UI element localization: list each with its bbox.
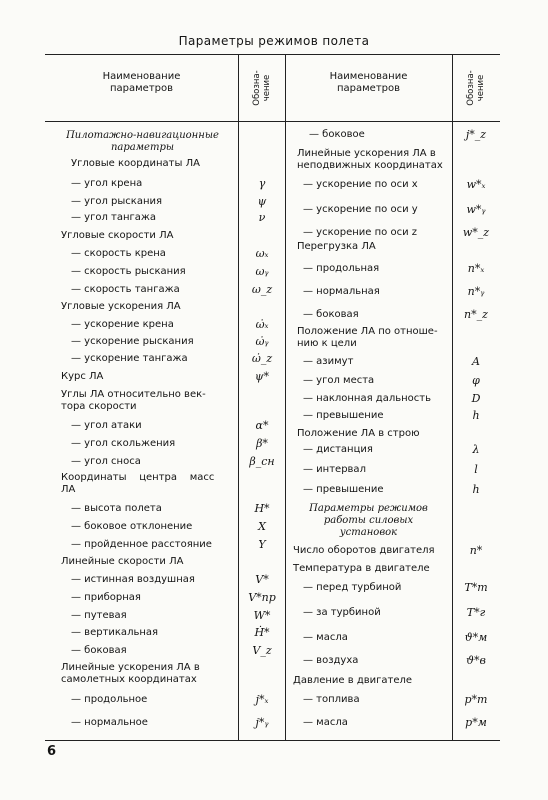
left-param-symbol: β* [256,437,268,450]
right-param-label: Температура в двигателе [293,563,430,574]
left-param-label: Пилотажно-навигационные параметры [66,130,219,153]
right-param-symbol: l [474,463,478,476]
left-row [71,537,234,553]
right-param-symbol: w*_z [462,226,490,239]
left-param-label: — ускорение рыскания [71,336,194,347]
left-param-label: — пройденное расстояние [71,539,212,550]
left-param-symbol: j*ᵧ [255,716,269,729]
right-row [293,561,448,577]
left-param-symbol: β_сн [249,455,275,468]
left-row [71,264,234,280]
right-row [303,202,448,218]
right-row [303,261,448,277]
left-row [71,436,234,452]
left-row [71,572,234,588]
right-param-symbol: n*ᵧ [467,285,485,298]
left-param-label: Углы ЛА относительно век- тора скорости [61,389,206,412]
right-row [309,127,448,143]
left-param-symbol: Y [258,538,266,551]
parameters-table [45,54,500,741]
right-param-label: — дистанция [303,444,373,455]
left-row [71,590,234,606]
left-row [71,715,234,731]
right-param-symbol: p*м [465,716,487,729]
right-param-label: — продольная [303,263,380,274]
left-param-label: — высота полета [71,503,162,514]
right-row [303,284,448,300]
right-param-symbol: n*ₓ [467,262,485,275]
left-row [71,246,234,262]
left-row [71,692,234,708]
right-row [303,653,448,669]
left-param-label: Угловые скорости ЛА [61,230,174,241]
right-row [297,426,448,442]
left-param-symbol: γ [258,177,266,190]
left-row [61,388,234,414]
left-row [71,608,234,624]
left-param-symbol: H* [254,502,270,515]
left-param-symbol: ψ [257,195,267,208]
right-param-symbol: h [472,409,480,422]
right-param-label: — масла [303,717,348,728]
left-param-symbol: j*ₓ [255,693,269,706]
left-param-label: — угол тангажа [71,212,157,223]
right-param-symbol: w*ᵧ [466,203,486,216]
right-param-label: — боковая [303,309,359,320]
right-param-label: Число оборотов двигателя [293,545,435,556]
left-row [61,299,234,315]
right-param-label: — азимут [303,356,354,367]
right-row [303,630,448,646]
left-param-label: Линейные скорости ЛА [61,556,184,567]
left-param-symbol: W* [253,609,271,622]
left-param-symbol: X [258,520,266,533]
right-param-label: Параметры режимов работы силовых установок [309,503,428,538]
right-row [293,673,448,689]
right-row [303,442,448,458]
left-param-label: — скорость крена [71,248,166,259]
header-symbol-right [465,57,487,119]
page-number: 6 [47,744,57,759]
right-param-symbol: n* [469,544,483,557]
right-param-symbol: n*_z [464,308,488,321]
left-param-label: — угол крена [71,178,143,189]
header-symbol-left-text: Обозна- чение [252,70,272,106]
header-divider [45,121,500,122]
left-param-symbol: V_z [252,644,272,657]
right-row [289,503,448,539]
left-param-symbol: ω̇ₓ [255,318,269,331]
right-param-label: — наклонная дальность [303,393,431,404]
right-param-label: Положение ЛА в строю [297,428,420,439]
left-row [61,554,234,570]
right-row [303,354,448,370]
left-row [61,228,234,244]
right-param-symbol: D [471,392,481,405]
right-param-label: — интервал [303,464,366,475]
page-title: Параметры режимов полета [178,34,370,48]
right-param-symbol: φ [472,374,480,387]
right-param-symbol: h [472,483,480,496]
left-param-label: — ускорение тангажа [71,353,188,364]
left-param-symbol: α* [255,419,269,432]
header-name-left: Наименование параметров [102,71,181,94]
right-param-label: — перед турбиной [303,582,402,593]
right-param-symbol: T*г [466,606,486,619]
left-row [71,351,234,367]
left-row [71,317,234,333]
left-row [71,643,234,659]
left-row [71,176,234,192]
left-row [61,661,234,687]
header-name-right: Наименование параметров [329,71,408,94]
right-param-label: — боковое [309,129,365,140]
right-row [303,307,448,323]
right-param-label: Линейные ускорения ЛА в неподвижных координатах [297,148,443,171]
left-param-label: Угловые ускорения ЛА [61,301,181,312]
left-param-symbol: V* [255,573,269,586]
right-row [303,482,448,498]
right-param-label: — воздуха [303,655,359,666]
left-row [71,156,234,172]
right-param-label: — ускорение по оси y [303,204,418,215]
left-param-symbol: ν [258,211,266,224]
left-param-label: — скорость тангажа [71,284,180,295]
left-param-symbol: Ḣ* [254,626,270,639]
right-row [303,715,448,731]
right-param-label: — превышение [303,410,384,421]
left-row [71,210,234,226]
left-param-label: — нормальное [71,717,148,728]
right-param-symbol: λ [472,443,480,456]
right-row [303,373,448,389]
left-param-label: — угол рыскания [71,196,163,207]
left-param-symbol: ωᵧ [255,265,269,278]
left-param-symbol: V*пр [248,591,276,604]
right-row [303,605,448,621]
left-param-label: Линейные ускорения ЛА в самолетных координатах [61,662,200,685]
right-param-label: — ускорение по оси x [303,179,418,190]
right-param-symbol: T*т [464,581,488,594]
right-param-label: Положение ЛА по отноше- нию к цели [297,326,438,349]
left-row [71,454,234,470]
right-param-label: — превышение [303,484,384,495]
right-row [293,543,448,559]
left-row [71,334,234,350]
right-param-label: — ускорение по оси z [303,227,417,238]
right-param-label: — масла [303,632,348,643]
right-row [303,408,448,424]
right-param-symbol: j*_z [465,128,487,141]
left-row [71,194,234,210]
left-param-label: — угол сноса [71,456,141,467]
left-param-label: — продольное [71,694,148,705]
right-param-symbol: ϑ*в [466,654,486,667]
left-row [71,519,234,535]
left-param-symbol: ω_z [251,283,273,296]
left-param-label: — скорость рыскания [71,266,186,277]
left-param-symbol: ωₓ [255,247,269,260]
left-row [71,282,234,298]
left-param-label: — вертикальная [71,627,159,638]
left-row [51,129,234,155]
left-param-symbol: ω̇_z [251,352,273,365]
right-param-symbol: A [472,355,480,368]
left-param-label: Координаты центра масс ЛА [61,472,215,495]
right-row [303,580,448,596]
right-param-label: — нормальная [303,286,380,297]
right-row [303,462,448,478]
left-row [71,625,234,641]
right-param-label: — топлива [303,694,360,705]
right-param-label: Давление в двигателе [293,675,413,686]
left-param-label: — угол скольжения [71,438,176,449]
left-param-symbol: ψ* [254,370,270,383]
right-row [297,325,448,351]
right-param-symbol: w*ₓ [466,178,486,191]
right-row [297,239,448,255]
left-param-label: — боковое отклонение [71,521,193,532]
left-row [71,501,234,517]
header-symbol-right-text: Обозна- чение [466,70,486,106]
right-param-label: Перегрузка ЛА [297,241,376,252]
left-param-label: Курс ЛА [61,371,104,382]
right-param-symbol: p*т [464,693,488,706]
right-row [303,692,448,708]
left-param-label: — истинная воздушная [71,574,195,585]
left-param-label: Угловые координаты ЛА [71,158,200,169]
left-row [71,418,234,434]
left-row [61,471,234,497]
right-row [297,147,448,173]
header-symbol-left [251,57,273,119]
left-param-label: — ускорение крена [71,319,174,330]
right-param-symbol: ϑ*м [464,631,488,644]
right-row [303,177,448,193]
right-param-label: — за турбиной [303,607,381,618]
right-param-label: — угол места [303,375,375,386]
left-param-label: — путевая [71,610,127,621]
right-row [303,391,448,407]
left-param-label: — угол атаки [71,420,142,431]
left-param-symbol: ω̇ᵧ [255,335,269,348]
column-divider [285,55,286,740]
left-row [61,369,234,385]
left-param-label: — боковая [71,645,127,656]
left-param-label: — приборная [71,592,141,603]
